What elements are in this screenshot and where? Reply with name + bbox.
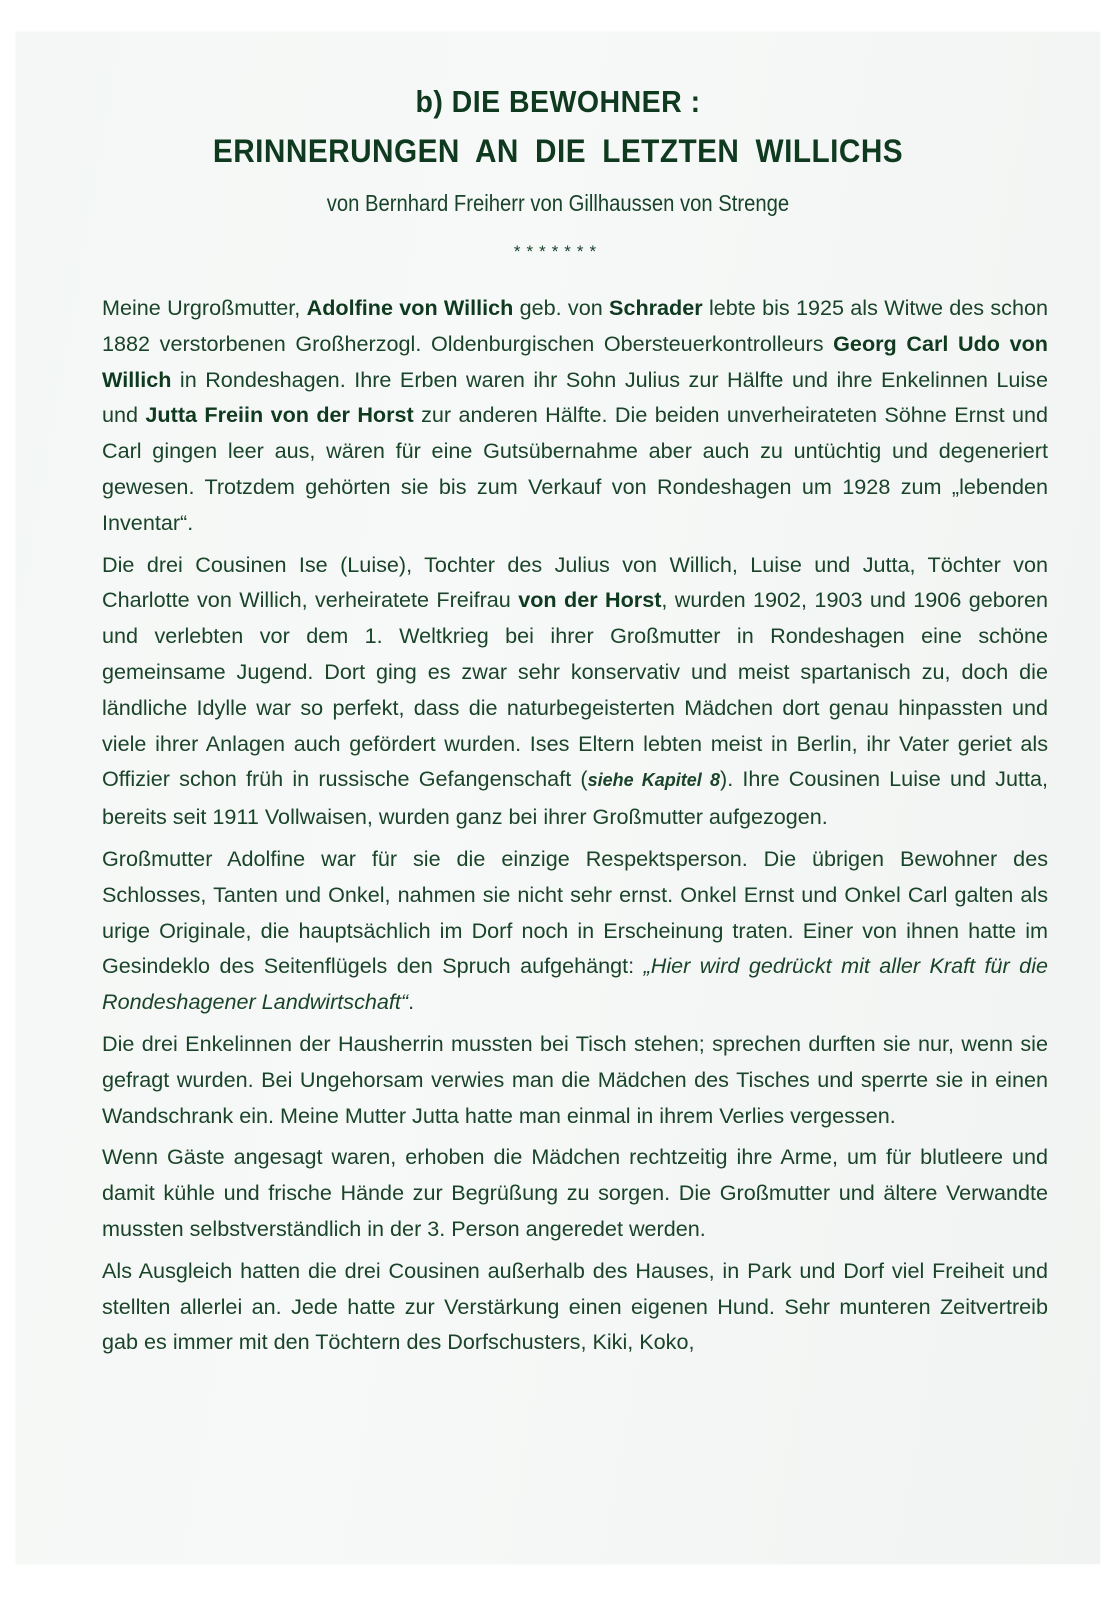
text-run: Meine Urgroßmutter, [102,295,307,320]
text-run: Die drei Enkelinnen der Hausherrin mussten bei Tisch stehen; sprechen durften sie nur, wenn sie gefragt wurden. Bei Ungehorsam verwies man die Mädchen des Tisches und sperrte sie in einen Wandschrank ein. Meine Mutter Jutta hatte man einmal in ihrem Verlies vergessen. [102,1030,1048,1128]
paragraph [102,547,1048,835]
chapter-reference: siehe Kapitel 8 [587,770,720,791]
separator-asterisks: ******* [513,242,603,261]
section-heading: b) DIE BEWOHNER : [415,84,701,119]
text-run: in Rondeshagen. Ihre Erben waren ihr Sohn Julius zur Hälfte und ihre Enkelinnen Luise und [102,366,1048,428]
text-run: zur anderen Hälfte. Die beiden unverheirateten Söhne Ernst und Carl gingen leer aus, wären für eine Gutsübernahme aber auch zu untüchtig und degeneriert gewesen. Trotzdem gehörten sie bis zum Verkauf von Rondeshagen um 1928 zum „lebenden Inventar“. [102,402,1049,535]
author-byline: von Bernhard Freiherr von Gillhaussen von Strenge [326,190,790,216]
paragraph [102,841,1048,1020]
text-run: ). Ihre Cousinen Luise und Jutta, bereits seit 1911 Vollwaisen, wurden ganz bei ihrer Großmutter aufgezogen. [102,766,1048,830]
italic-quote: „Hier wird gedrückt mit aller Kraft für die Rondeshagener Landwirtschaft“ [102,953,1048,1015]
bold-name: Schrader [609,295,703,320]
text-run: Die drei Cousinen Ise (Luise), Tochter des Julius von Willich, Luise und Jutta, Töchter von Charlotte von Willich, verheiratete Freifrau [102,551,1048,613]
text-run: geb. von [513,295,610,320]
bold-name: Adolfine von Willich [306,295,514,320]
body-text [102,290,1048,1366]
text-run: Als Ausgleich hatten die drei Cousinen außerhalb des Hauses, in Park und Dorf viel Freiheit und stellten allerlei an. Jede hatte zur Verstärkung einen eigenen Hund. Sehr munteren Zeitvertreib gab es immer mit den Töchtern des Dorfschusters, Kiki, Koko, [102,1257,1048,1355]
text-run: Wenn Gäste angesagt waren, erhoben die Mädchen rechtzeitig ihre Arme, um für blutleere und damit kühle und frische Hände zur Begrüßung zu sorgen. Die Großmutter und ältere Verwandte mussten selbstverständlich in der 3. Person angeredet werden. [102,1144,1048,1241]
text-run: , wurden 1902, 1903 und 1906 geboren und verlebten vor dem 1. Weltkrieg bei ihrer Großmutter in Rondeshagen eine schöne gemeinsame Jugend. Dort ging es zwar sehr konservativ und meist spartanisch zu, doch die ländliche Idylle war so perfekt, dass die naturbegeisterten Mädchen dort genau hinpassten und viele ihrer Anlagen auch gefördert wurden. Ises Eltern lebten meist in Berlin, ihr Vater geriet als Offizier schon früh in russische Gefangenschaft ( [102,587,1048,792]
bold-name: Georg Carl Udo von Willich [102,330,1048,392]
scanned-page [16,32,1100,1564]
chapter-title: ERINNERUNGEN AN DIE LETZTEN WILLICHS [212,133,904,169]
text-run: . [408,989,415,1015]
paragraph [102,1253,1048,1360]
paragraph [102,1026,1048,1133]
paragraph [102,1139,1048,1246]
text-run: lebte bis 1925 als Witwe des schon 1882 verstorbenen Großherzogl. Oldenburgischen Obersteuerkontrolleurs [102,295,1048,356]
bold-name: Jutta Freiin von der Horst [145,402,414,428]
bold-name: von der Horst [518,587,662,613]
text-run: Großmutter Adolfine war für sie die einzige Respektsperson. Die übrigen Bewohner des Schlosses, Tanten und Onkel, nahmen sie nicht sehr ernst. Onkel Ernst und Onkel Carl galten als urige Originale, die hauptsächlich im Dorf noch in Erscheinung traten. Einer von ihnen hatte im Gesindeklo des Seitenflügels den Spruch aufgehängt: [102,845,1048,979]
paragraph [102,290,1048,541]
